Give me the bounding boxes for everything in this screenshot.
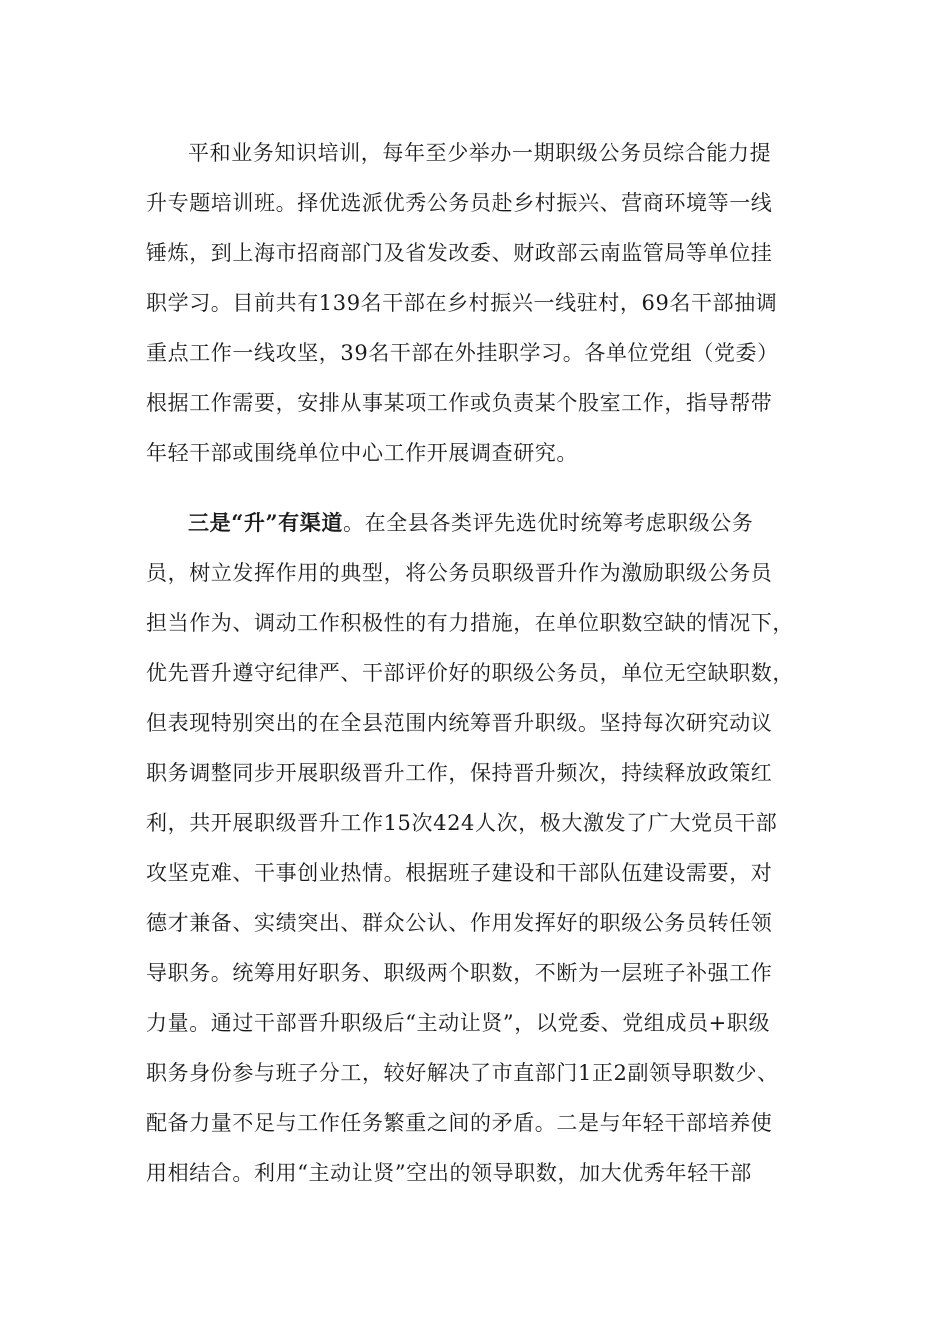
text-line: 重点工作一线攻坚，39名干部在外挂职学习。各单位党组（党委） [146, 341, 779, 365]
text-line: 职学习。目前共有139名干部在乡村振兴一线驻村，69名干部抽调 [146, 291, 778, 315]
text-run: 。在全县各类评先选优时统筹考虑职级公务 [342, 511, 754, 535]
text-line: 用相结合。利用“主动让贤”空出的领导职数，加大优秀年轻干部 [146, 1161, 752, 1185]
text-line: 但表现特别突出的在全县范围内统筹晋升职级。坚持每次研究动议 [146, 711, 773, 735]
text-line: 德才兼备、实绩突出、群众公认、作用发挥好的职级公务员转任领 [146, 911, 773, 935]
paragraph-heading: 三是“升”有渠道 [188, 510, 343, 535]
text-line [146, 498, 826, 548]
text-line: 优先晋升遵守纪律严、干部评价好的职级公务员，单位无空缺职数， [146, 661, 794, 685]
text-line: 升专题培训班。择优选派优秀公务员赴乡村振兴、营商环境等一线 [146, 191, 773, 215]
paragraph-1 [146, 128, 826, 478]
text-line: 职务身份参与班子分工，较好解决了市直部门1正2副领导职数少、 [146, 1061, 779, 1085]
text-line: 力量。通过干部晋升职级后“主动让贤”，以党委、党组成员+职级 [146, 1011, 771, 1035]
text-line: 配备力量不足与工作任务繁重之间的矛盾。二是与年轻干部培养使 [146, 1111, 773, 1135]
paragraph-spacing [146, 478, 826, 498]
text-line: 职务调整同步开展职级晋升工作，保持晋升频次，持续释放政策红 [146, 761, 773, 785]
text-line: 员，树立发挥作用的典型，将公务员职级晋升作为激励职级公务员 [146, 561, 773, 585]
text-line: 年轻干部或围绕单位中心工作开展调查研究。 [146, 441, 578, 465]
text-line: 平和业务知识培训，每年至少举办一期职级公务员综合能力提 [188, 141, 772, 165]
text-line: 锤炼，到上海市招商部门及省发改委、财政部云南监管局等单位挂 [146, 241, 773, 265]
text-line: 根据工作需要，安排从事某项工作或负责某个股室工作，指导帮带 [146, 391, 773, 415]
text-line: 攻坚克难、干事创业热情。根据班子建设和干部队伍建设需要，对 [146, 861, 773, 885]
paragraph-2 [146, 498, 826, 1198]
text-line: 担当作为、调动工作积极性的有力措施，在单位职数空缺的情况下， [146, 611, 794, 635]
text-line: 利，共开展职级晋升工作15次424人次，极大激发了广大党员干部 [146, 811, 778, 835]
document-body [146, 128, 826, 1198]
text-line: 导职务。统筹用好职务、职级两个职数，不断为一层班子补强工作 [146, 961, 773, 985]
